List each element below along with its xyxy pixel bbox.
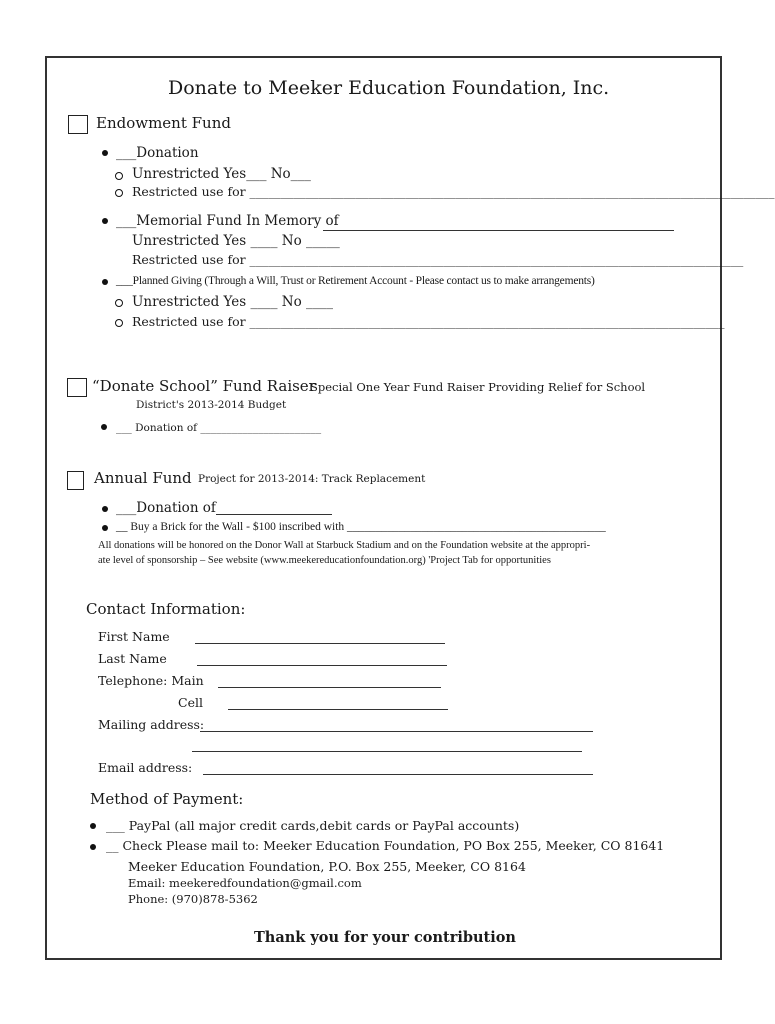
contact-email-text: Email: meekeredfoundation@gmail.com (128, 876, 362, 890)
check-option: __ Check Please mail to: Meeker Education Foundation, PO Box 255, Meeker, CO 81641 (106, 838, 665, 853)
planned-unrestricted: Unrestricted Yes ____ No ____ (132, 294, 334, 310)
bullet-icon (102, 525, 108, 531)
memorial-fund: ___Memorial Fund In Memory of (116, 213, 339, 229)
telephone-label: Telephone: Main (98, 673, 204, 688)
radio-planned-unrestricted[interactable] (115, 299, 123, 307)
last-name-label: Last Name (98, 651, 167, 666)
annual-heading: Annual Fund (94, 469, 192, 487)
memorial-name-line[interactable] (323, 230, 674, 231)
endowment-restricted: Restricted use for ____________________________________________________________________________________ (132, 184, 775, 199)
annual-donation: ___Donation of (116, 500, 216, 516)
bullet-icon (102, 218, 108, 224)
telephone-main-field[interactable] (218, 687, 441, 688)
bullet-icon (102, 506, 108, 512)
school-note: Special One Year Fund Raiser Providing Relief for School (310, 380, 646, 394)
annual-checkbox[interactable] (67, 471, 84, 490)
planned-giving: ___Planned Giving (Through a Will, Trust or Retirement Account - Please contact us to make arrangements) (116, 275, 595, 287)
payment-heading: Method of Payment: (90, 790, 244, 808)
bullet-icon (90, 823, 96, 829)
last-name-field[interactable] (197, 665, 447, 666)
school-checkbox[interactable] (67, 378, 87, 397)
annual-project: Project for 2013-2014: Track Replacement (198, 473, 426, 485)
mailing-label: Mailing address: (98, 717, 205, 732)
bullet-icon (102, 279, 108, 285)
donor-wall-note: All donations will be honored on the Donor Wall at Starbuck Stadium and on the Foundation website at the appropri- (98, 540, 591, 551)
school-heading: “Donate School” Fund Raiser (92, 377, 316, 395)
email-label: Email address: (98, 760, 193, 775)
annual-donation-line[interactable] (216, 514, 332, 515)
school-donation: ___ Donation of _______________________ (116, 422, 322, 434)
endowment-heading: Endowment Fund (96, 114, 231, 132)
mailing-address-text: Meeker Education Foundation, P.O. Box 255, Meeker, CO 8164 (128, 859, 526, 874)
paypal-option: ___ PayPal (all major credit cards,debit cards or PayPal accounts) (106, 818, 520, 833)
mailing-address-field[interactable] (200, 731, 593, 732)
email-field[interactable] (203, 774, 593, 775)
memorial-restricted: Restricted use for _______________________________________________________________________________ (132, 252, 744, 267)
endowment-unrestricted: Unrestricted Yes___ No___ (132, 166, 311, 182)
radio-planned-restricted[interactable] (115, 319, 123, 327)
endowment-checkbox[interactable] (68, 115, 88, 134)
cell-field[interactable] (228, 709, 448, 710)
page-title: Donate to Meeker Education Foundation, Inc. (168, 77, 610, 99)
endowment-donation: ___Donation (116, 145, 199, 161)
mailing-address-field-2[interactable] (192, 751, 582, 752)
bullet-icon (102, 150, 108, 156)
memorial-unrestricted: Unrestricted Yes ____ No _____ (132, 233, 340, 249)
planned-restricted: Restricted use for ____________________________________________________________________________ (132, 314, 725, 329)
thank-you: Thank you for your contribution (254, 929, 516, 946)
donor-wall-note-2: ate level of sponsorship – See website (www.meekereducationfoundation.org) 'Project Tab for opportunities (98, 555, 551, 566)
bullet-icon (101, 424, 107, 430)
first-name-field[interactable] (195, 643, 445, 644)
contact-phone-text: Phone: (970)878-5362 (128, 892, 258, 906)
first-name-label: First Name (98, 629, 170, 644)
radio-restricted[interactable] (115, 189, 123, 197)
bullet-icon (90, 844, 96, 850)
cell-label: Cell (178, 695, 203, 710)
buy-brick: __ Buy a Brick for the Wall - $100 inscribed with _____________________________________________ (116, 521, 606, 533)
school-note-2: District's 2013-2014 Budget (136, 399, 287, 411)
radio-unrestricted[interactable] (115, 172, 123, 180)
contact-heading: Contact Information: (86, 600, 246, 618)
